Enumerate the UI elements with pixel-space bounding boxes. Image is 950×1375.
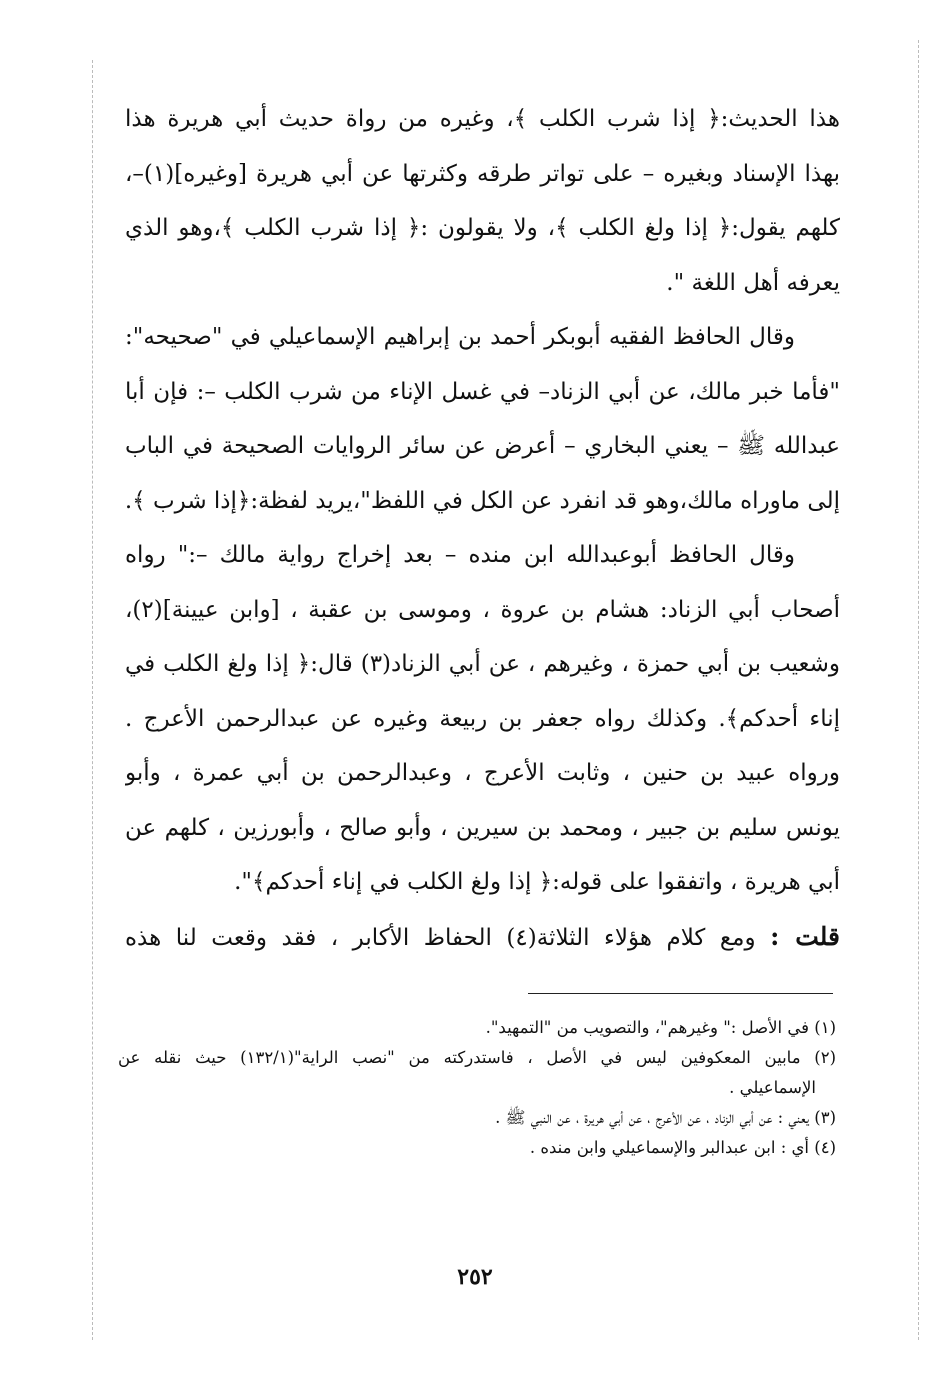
text-line: يعرفه أهل اللغة ". [666, 269, 840, 296]
footnote: (٤) أي : ابن عبدالبر والإسماعيلي وابن منده . [529, 1138, 836, 1157]
text-line: إلى ماوراه مالك،وهو قد انفرد عن الكل في اللفظ"،يريد لفظة:﴿إذا شرب ﴾. [125, 487, 840, 514]
footnote: (١) في الأصل :" وغيرهم"، والتصويب من "التمهيد". [485, 1018, 836, 1037]
text-line [125, 910, 840, 965]
text-line-content: ومع كلام هؤلاء الثلاثة(٤) الحفاظ الأكابر ، فقد وقعت لنا هذه [125, 924, 756, 951]
footnotes [118, 1013, 836, 1163]
text-line: وقال الحافظ الفقيه أبوبكر أحمد بن إبراهيم الإسماعيلي في "صحيحه": [125, 324, 795, 350]
footnote-continuation: الإسماعيلي . [729, 1078, 816, 1097]
text-line: هذا الحديث:﴿ إذا شرب الكلب ﴾، وغيره من رواة حديث أبي هريرة هذا [125, 106, 840, 132]
text-line: وشعيب بن أبي حمزة ، وغيرهم ، عن أبي الزناد(٣) قال:﴿ إذا ولغ الكلب في [125, 651, 840, 677]
scan-edge-right [918, 40, 919, 1340]
text-line: إناء أحدكم﴾. وكذلك رواه جعفر بن ربيعة وغيره عن عبدالرحمن الأعرج . [125, 705, 840, 732]
text-line: وقال الحافظ أبوعبدالله ابن منده – بعد إخراج رواية مالك –:" رواه [125, 542, 795, 568]
main-text [125, 92, 840, 964]
footnote: (٣) يعني : عن أبي الزناد ، عن الأعرج ، عن أبي هريرة ، عن النبي ﷺ . [495, 1108, 836, 1127]
text-line: عبدالله ﷺ – يعني البخاري – أعرض عن سائر الروايات الصحيحة في الباب [125, 433, 840, 459]
paragraph-lead: قلت : [770, 921, 840, 951]
text-line: ورواه عبيد بن حنين ، وثابت الأعرج ، وعبدالرحمن بن أبي عمرة ، وأبو [125, 760, 840, 786]
footnote: (٢) مابين المعكوفين ليس في الأصل ، فاستدركته من "نصب الراية"(١٣٢/١) حيث نقله عن [118, 1048, 836, 1067]
scan-edge-left [92, 60, 93, 1340]
text-line: أصحاب أبي الزناد: هشام بن عروة ، وموسى بن عقبة ، [وابن عيينة](٢)، [125, 596, 840, 623]
text-line: يونس سليم بن جبير ، ومحمد بن سيرين ، وأبو صالح ، وأبورزين ، كلهم عن [125, 814, 840, 841]
page-number: ٢٥٢ [457, 1264, 493, 1290]
footnote-divider [528, 993, 833, 994]
text-line: بهذا الإسناد وبغيره – على تواتر طرقه وكثرتها عن أبي هريرة [وغيره](١)–، [125, 160, 840, 187]
text-line: كلهم يقول:﴿ إذا ولغ الكلب ﴾، ولا يقولون :﴿ إذا شرب الكلب ﴾،وهو الذي [125, 215, 840, 241]
text-line: أبي هريرة ، واتفقوا على قوله:﴿ إذا ولغ الكلب في إناء أحدكم﴾". [234, 869, 840, 895]
text-line: "فأما خبر مالك، عن أبي الزناد– في غسل الإناء من شرب الكلب –: فإن أبا [125, 378, 840, 405]
